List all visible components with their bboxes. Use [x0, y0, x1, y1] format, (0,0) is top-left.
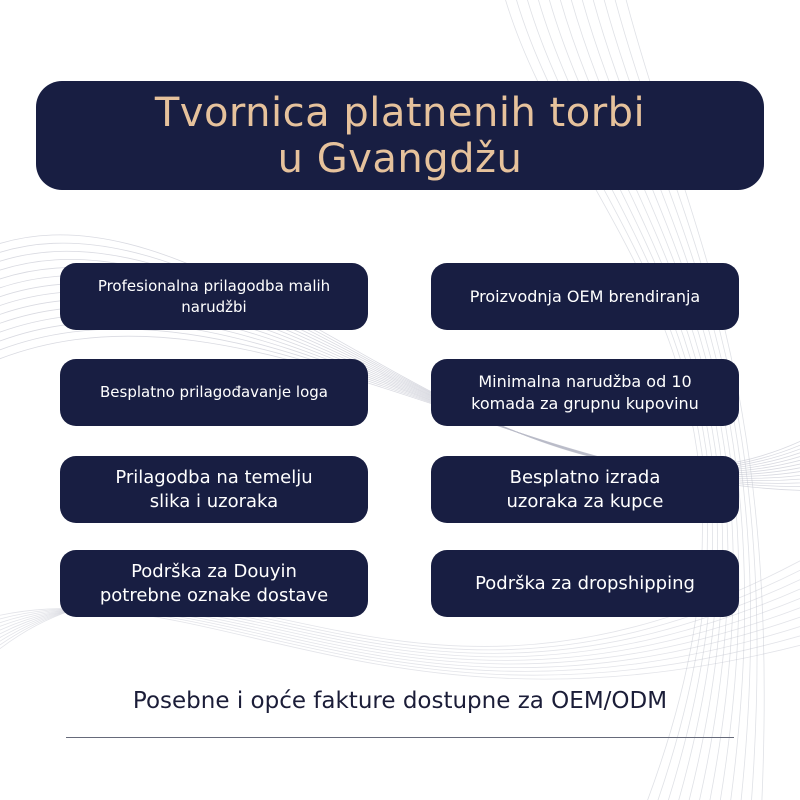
feature-text: narudžbi [181, 297, 247, 316]
background-wave-line [0, 608, 800, 671]
feature-text: slika i uzoraka [149, 490, 279, 512]
title-line-1: Tvornica platnenih torbi [154, 89, 646, 136]
feature-text: Podrška za Douyin [131, 560, 297, 582]
feature-small-order-customization [60, 263, 368, 330]
title-line-2: u Gvangdžu [277, 135, 523, 182]
feature-text: Besplatno prilagođavanje loga [100, 383, 328, 401]
feature-text: uzoraka za kupce [506, 490, 664, 512]
feature-text: komada za grupnu kupovinu [471, 393, 699, 413]
background-wave-line [0, 609, 800, 676]
title-banner [36, 81, 764, 190]
feature-free-samples [431, 456, 739, 523]
feature-text: Prilagodba na temelju [115, 466, 313, 488]
footer-divider [66, 737, 734, 738]
feature-text: Profesionalna prilagodba malih [97, 276, 331, 295]
feature-text: potrebne oznake dostave [99, 584, 329, 606]
feature-text: Besplatno izrada [509, 466, 661, 488]
feature-image-sample-customization [60, 456, 368, 523]
feature-douyin-shipping-labels [60, 550, 368, 617]
feature-text: Podrška za dropshipping [475, 572, 695, 594]
invoice-note: Posebne i opće fakture dostupne za OEM/ODM [132, 688, 668, 714]
feature-text: Minimalna narudžba od 10 [478, 371, 692, 391]
feature-dropshipping [431, 550, 739, 617]
feature-oem-branding [431, 263, 739, 330]
feature-minimum-order [431, 359, 739, 426]
feature-free-logo-customization [60, 359, 368, 426]
feature-text: Proizvodnja OEM brendiranja [469, 286, 701, 306]
